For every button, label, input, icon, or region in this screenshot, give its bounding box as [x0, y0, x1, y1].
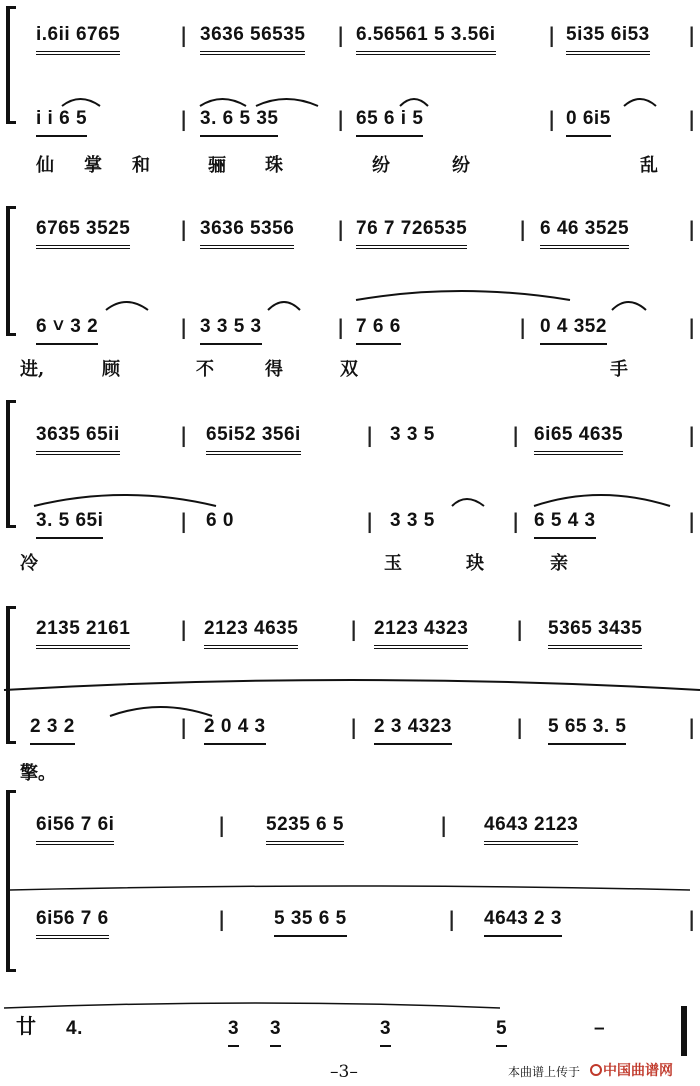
- upload-credit: 本曲谱上传于: [508, 1065, 581, 1079]
- barline: |: [688, 907, 696, 931]
- barline: |: [180, 509, 188, 533]
- barline: |: [180, 107, 188, 131]
- barline: |: [440, 813, 448, 837]
- barline: |: [180, 617, 188, 641]
- measure-cell: 6.56561 5 3.56i: [356, 20, 496, 55]
- barline: |: [519, 217, 527, 241]
- measure-cell: 2 3 4323: [374, 712, 452, 745]
- lyric-char: 骊: [208, 155, 226, 176]
- measure-cell: 7 6 6: [356, 312, 401, 345]
- measure-cell: 6765 3525: [36, 214, 130, 249]
- barline: |: [337, 315, 345, 339]
- measure-cell: 3636 56535: [200, 20, 305, 55]
- note: 3: [228, 1014, 239, 1047]
- note: 3: [380, 1014, 391, 1047]
- measure-cell: 2123 4323: [374, 614, 468, 649]
- measure-cell: 3 3 5 3: [200, 312, 262, 345]
- note: 3: [270, 1014, 281, 1047]
- lyric-char: 乱: [640, 155, 658, 176]
- page-number: –3–: [330, 1062, 358, 1082]
- measure-cell: 65 6 i 5: [356, 104, 423, 137]
- measure-cell: 65i52 356i: [206, 420, 301, 455]
- barline: |: [218, 813, 226, 837]
- upper-staff: [0, 614, 700, 648]
- measure-cell: 3. 6 5 35: [200, 104, 278, 137]
- barline: |: [512, 509, 520, 533]
- barline: |: [548, 23, 556, 47]
- measure-cell: 6 5 4 3: [534, 506, 596, 539]
- lyric-char: 得: [265, 359, 283, 380]
- barline: |: [519, 315, 527, 339]
- barline: |: [688, 315, 696, 339]
- barline: |: [366, 509, 374, 533]
- measure-cell: i i 6 5: [36, 104, 87, 137]
- lyrics-line: [0, 358, 700, 384]
- barline: |: [688, 423, 696, 447]
- slur-marks: [0, 284, 700, 314]
- measure-cell: 5i35 6i53: [566, 20, 650, 55]
- lyric-char: 不: [196, 359, 214, 380]
- measure-cell: 2123 4635: [204, 614, 298, 649]
- barline: |: [337, 23, 345, 47]
- measure-cell: 5365 3435: [548, 614, 642, 649]
- barline: |: [448, 907, 456, 931]
- barline: |: [688, 715, 696, 739]
- site-name[interactable]: 中国曲谱网: [603, 1062, 673, 1078]
- barline: |: [350, 715, 358, 739]
- lyric-char: 珠: [265, 155, 283, 176]
- lyric-char: 双: [340, 359, 358, 380]
- tie-line: [0, 880, 700, 900]
- measure-cell: 6 46 3525: [540, 214, 629, 249]
- measure-cell: i.6ii 6765: [36, 20, 120, 55]
- upper-staff: [0, 420, 700, 454]
- lower-staff: [0, 312, 700, 346]
- lyric-char: 和: [132, 155, 150, 176]
- barline: |: [218, 907, 226, 931]
- lyric-char: 亲: [550, 553, 568, 574]
- lyric-char: 仙: [36, 155, 54, 176]
- barline: |: [688, 23, 696, 47]
- barline: |: [180, 423, 188, 447]
- site-logo-icon: [590, 1064, 602, 1076]
- barline: |: [688, 107, 696, 131]
- measure-cell: 5 35 6 5: [274, 904, 347, 937]
- measure-cell: 0 6i5: [566, 104, 611, 137]
- measure-cell: 5235 6 5: [266, 810, 344, 845]
- measure-cell: 76 7 726535: [356, 214, 467, 249]
- lower-staff: [0, 104, 700, 138]
- upper-staff: [0, 214, 700, 248]
- barline: |: [688, 217, 696, 241]
- barline: |: [337, 107, 345, 131]
- measure-cell: 3636 5356: [200, 214, 294, 249]
- final-barline: [681, 1006, 687, 1056]
- measure-cell: 6i56 7 6: [36, 904, 109, 939]
- lyrics-line: [0, 552, 700, 578]
- lyric-char: 纷: [372, 155, 390, 176]
- lyric-char: 顾: [102, 359, 120, 380]
- lyrics-line: [0, 762, 700, 788]
- barline: |: [516, 715, 524, 739]
- upper-staff: [0, 810, 700, 844]
- final-line: [0, 1000, 700, 1060]
- lower-staff: [0, 904, 700, 938]
- measure-cell: 4643 2 3: [484, 904, 562, 937]
- barline: |: [180, 315, 188, 339]
- measure-cell: 2135 2161: [36, 614, 130, 649]
- measure-cell: 2 0 4 3: [204, 712, 266, 745]
- lyric-char: 冷: [20, 553, 38, 574]
- barline: |: [180, 217, 188, 241]
- measure-cell: 0 4 352: [540, 312, 607, 345]
- note: 4.: [66, 1018, 83, 1039]
- measure-cell: 6 ˅ 3 2: [36, 312, 98, 345]
- lyric-char: 纷: [452, 155, 470, 176]
- measure-cell: 3 3 5: [390, 510, 435, 531]
- measure-cell: 5 65 3. 5: [548, 712, 626, 745]
- barline: |: [366, 423, 374, 447]
- measure-cell: 3 3 5: [390, 424, 435, 445]
- barline: |: [512, 423, 520, 447]
- lyric-char: 玦: [466, 553, 484, 574]
- measure-cell: 4643 2123: [484, 810, 578, 845]
- tempo-mark: 廿: [16, 1014, 36, 1038]
- barline: |: [337, 217, 345, 241]
- measure-cell: 6 0: [206, 510, 234, 531]
- upper-staff: [0, 20, 700, 54]
- lyric-char: 手: [610, 359, 628, 380]
- lyric-char: 擎。: [20, 763, 56, 784]
- measure-cell: 6i65 4635: [534, 420, 623, 455]
- lower-staff: [0, 712, 700, 746]
- barline: |: [548, 107, 556, 131]
- measure-cell: 2 3 2: [30, 712, 75, 745]
- lyric-char: 掌: [84, 155, 102, 176]
- lyric-char: 进,: [20, 359, 45, 380]
- barline: |: [516, 617, 524, 641]
- barline: |: [688, 509, 696, 533]
- lyrics-line: [0, 154, 700, 180]
- measure-cell: 6i56 7 6i: [36, 810, 114, 845]
- note: 5: [496, 1014, 507, 1047]
- lyric-char: 玉: [384, 553, 402, 574]
- barline: |: [180, 23, 188, 47]
- note: –: [594, 1018, 606, 1039]
- measure-cell: 3. 5 65i: [36, 506, 103, 539]
- barline: |: [350, 617, 358, 641]
- lower-staff: [0, 506, 700, 540]
- measure-cell: 3635 65ii: [36, 420, 120, 455]
- barline: |: [180, 715, 188, 739]
- tie-line: [0, 1000, 700, 1014]
